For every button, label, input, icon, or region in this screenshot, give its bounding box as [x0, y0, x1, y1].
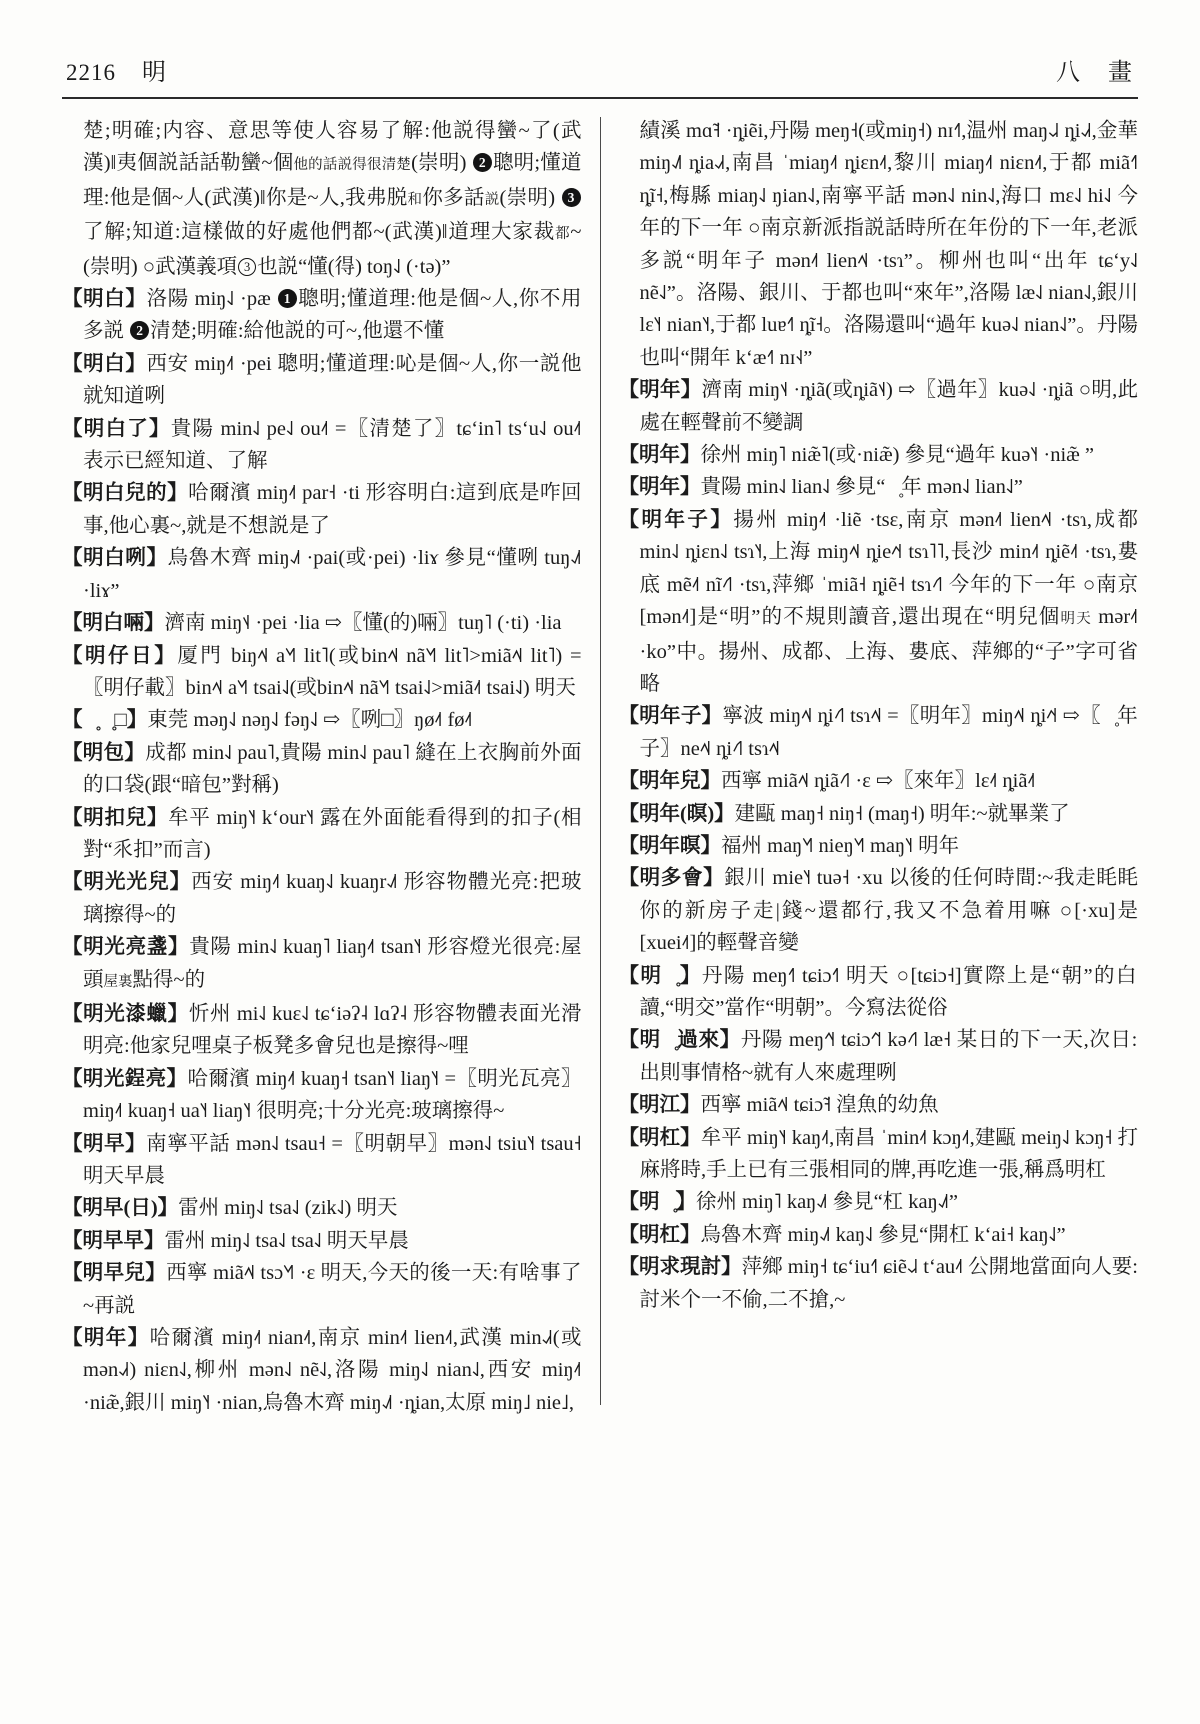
- two-column-body: [62, 115, 1138, 1419]
- dictionary-entry: [619, 765, 1139, 797]
- entry-headword: 【明江】: [618, 1094, 701, 1117]
- dictionary-entry: [62, 1192, 582, 1224]
- entry-headword: 【明白咧】: [62, 547, 168, 570]
- entry-text: 烏魯木齊 miŋ˨˩˦ kaŋ˨˩ 參見“開杠 kʻai˧ kaŋ˨˩”: [700, 1223, 1066, 1246]
- sense-number: 2: [130, 321, 149, 340]
- entry-text: 點得~的: [132, 968, 206, 991]
- entry-text: 西寧 miã˨˦˨ ȵiã˨˦˥ ·ɛ ⇨〖來年〗lɛ˨˦ ȵiã˨˦: [721, 770, 1036, 793]
- entry-text: 徐州 miŋ˥ niæ̃˥(或·niæ̃) 參見“過年 kuə˥˧ ·niæ̃ ”: [700, 444, 1095, 467]
- gloss-small-text: 他的話説得很清楚: [293, 157, 412, 174]
- entry-text: 忻州 mi˨˩ kuɛ˨˩ tɕʻiəʔ˨ lɑʔ˨ 形容物體表面光滑明亮:他家兒哩桌子板凳多會兒也是擦得~哩: [83, 1002, 582, 1058]
- entry-text: 也説“懂(得) toŋ˨˩ (·tə)”: [257, 255, 451, 278]
- entry-headword: 【明年子】: [618, 508, 734, 531]
- dictionary-entry: [62, 1322, 582, 1419]
- entry-headword: 【明年(暝)】: [618, 802, 735, 825]
- entry-text: 徐州 miŋ˥ kaŋ˨˩˦ 參見“杠 kaŋ˨˩˦”: [695, 1191, 958, 1214]
- entry-text: 洛陽 miŋ˨˩ ·pæ: [146, 288, 277, 311]
- dictionary-entry: [619, 1219, 1139, 1251]
- entry-text: 寧波 miŋ˨˦˨ ȵi˨˦˥ tsɿ˨˦˨ =〖明年〗miŋ˨˦˨ ȵi˨˦˧ ⇨〖念̥年子〗ne˨˦˨ ȵi˨˦˥ tsɿ˨˦˨: [639, 705, 1139, 760]
- column-right: [619, 115, 1139, 1419]
- entry-text: 楚;明確;内容、意思等使人容易了解:他説得蠻~了(武漢)‖夷個説話話勒蠻~個: [83, 120, 582, 175]
- gloss-small-text: 屋裏: [103, 973, 133, 990]
- entry-text: 哈爾濱 miŋ˨˦ par˧ ·ti 形容明白:這到底是咋回事,他心裏~,就是不想説是了: [83, 482, 582, 537]
- entry-text: 貴陽 min˨˩ pe˨˩ ou˨˦ =〖清楚了〗tɕʻin˥ tsʻu˨˩ ou˨˦ 表示已經知道、了解: [83, 417, 582, 473]
- entry-text: 哈爾濱 miŋ˨˦ nian˨˦,南京 min˨˦ lien˨˦,武漢 min˨˩˧(或 mən˨˩˧) niɛn˨˩,柳州 mən˨˩ nẽ˨˩,洛陽 miŋ˨˩ nian˨˩,西安 miŋ˨˦ ·niæ̃,銀川 miŋ˥˧ ·nian,烏魯木齊 miŋ˨˩˦ ·ȵian,太原 miŋ˩ nie˩,: [83, 1327, 582, 1414]
- entry-headword: 【明年】: [618, 444, 701, 467]
- dictionary-entry: [62, 704, 582, 736]
- gloss-small-text: 説: [484, 191, 500, 208]
- dictionary-entry: [619, 798, 1139, 830]
- entry-headword: 【明早】: [62, 1132, 147, 1155]
- dictionary-entry: [619, 1089, 1139, 1121]
- page-number: 2216: [66, 60, 116, 85]
- gloss-small-text: 和: [407, 191, 423, 208]
- entry-text: 萍鄉 miŋ˧ tɕʻiu˧˥ ɕiẽ˨˩˨ tʻau˨˦ 公開地當面向人要:討米个一不偷,二不搶,~: [639, 1256, 1138, 1311]
- page-header: [62, 52, 1138, 99]
- entry-text: 聰明;懂道理:他是個~人,你不用多説: [83, 288, 582, 343]
- entry-text: 了解;知道:這樣做的好處他們都~(武漢)‖道理大家裁: [83, 221, 556, 244]
- dictionary-entry: [62, 607, 582, 639]
- entry-headword: 【明交̥過來】: [618, 1029, 741, 1052]
- dictionary-entry: [619, 1251, 1139, 1316]
- entry-headword: 【明年兒】: [618, 770, 721, 793]
- dictionary-entry: [619, 504, 1139, 700]
- dictionary-entry: [619, 700, 1139, 765]
- sense-number: 1: [278, 289, 297, 308]
- entry-headword: 【明年】: [62, 1327, 150, 1350]
- dictionary-entry: [619, 1122, 1139, 1187]
- entry-text: 丹陽 meŋ˧˥˧ tɕiɔ˧˥˦ kə˨˦˥ læ˧ 某日的下一天,次日:出則事情格~就有人來處理咧: [639, 1029, 1138, 1084]
- dictionary-entry: [62, 1257, 582, 1322]
- entry-headword: 【明̥令̥□】: [62, 709, 148, 732]
- entry-text: 聰明;懂道理:他是個~人(武漢)‖你是~人,我弗脱: [83, 152, 582, 209]
- entry-text: 貴陽 min˨˩ lian˨˩ 參見“門̥年 mən˨˩ lian˨˩”: [700, 476, 1023, 499]
- entry-text: 揚州 miŋ˨˦ ·liẽ ·tsɛ,南京 mən˨˦ lien˨˦˨ ·tsɿ,成都 min˨˩ ȵiɛn˨˩ tsɿ˥˧,上海 miŋ˨˦˨ ȵie˨˦˧ tsɿ˥˥,長沙 min˨˦ ȵiẽ˨˦ ·tsɿ,婁底 mẽ˨˦ nĩ˨˦˥ ·tsɿ,萍鄉 ˈmiã˧ ȵiẽ˧ tsɿ˨˦˥ 今年的下一年 ○南京[mən˨˦]是“明”的不規則讀音,還出現在“明兒個: [639, 508, 1139, 629]
- entry-headword: 【明白啢】: [62, 612, 165, 635]
- entry-headword: 【明白】: [62, 352, 147, 375]
- entry-text: 牟平 miŋ˥˧ kʻour˥˧ 露在外面能看得到的扣子(相對“乑扣”而言): [83, 806, 582, 861]
- entry-text: 南寧平話 mən˨˩ tsau˧ =〖明朝早〗mən˨˩ tsiu˥˧ tsau˧ 明天早晨: [83, 1132, 582, 1187]
- dictionary-entry: [62, 1063, 582, 1128]
- entry-continuation: [62, 115, 582, 283]
- entry-text: 銀川 mie˥˧ tuə˧ ·xu 以後的任何時間:~我走眊眊你的新房子走|錢~還都行,我又不急着用嘛 ○[·xu]是[xuei˨˦]的輕聲音變: [639, 867, 1139, 955]
- entry-text: 清楚;明確:給他説的可~,他還不懂: [150, 320, 445, 343]
- entry-text: 哈爾濱 miŋ˨˦ kuaŋ˧ tsan˥˧ liaŋ˥˧ =〖明光瓦亮〗miŋ˨˦ kuaŋ˧ ua˥˧ liaŋ˥˧ 很明亮;十分光亮:玻璃擦得~: [83, 1067, 582, 1123]
- entry-headword: 【明包】: [62, 741, 146, 764]
- entry-continuation: [619, 115, 1139, 374]
- entry-headword: 【明白了】: [62, 417, 171, 440]
- dictionary-entry: [62, 931, 582, 998]
- dictionary-entry: [619, 960, 1139, 1025]
- entry-text: 濟南 miŋ˦˨ ·ȵiã(或ȵiã˦˨) ⇨〖過年〗kuə˨˩ ·ȵiã ○明,此處在輕聲前不變調: [639, 379, 1138, 434]
- entry-headword: 【明早(日)】: [62, 1197, 179, 1220]
- entry-headword: 【明杠̥】: [618, 1191, 696, 1214]
- dictionary-entry: [62, 348, 582, 413]
- column-divider: [600, 117, 601, 1405]
- dictionary-entry: [619, 830, 1139, 862]
- dictionary-entry: [619, 1024, 1139, 1089]
- entry-headword: 【明求現討】: [618, 1256, 742, 1279]
- dictionary-entry: [62, 998, 582, 1063]
- dictionary-entry: [62, 1225, 582, 1257]
- dictionary-entry: [619, 374, 1139, 439]
- entry-text: 牟平 miŋ˥˧ kaŋ˨˦,南昌 ˈmin˨˦ kɔŋ˨˦,建甌 meiŋ˨˩ kɔŋ˧ 打麻將時,手上已有三張相同的牌,再吃進一張,稱爲明杠: [639, 1126, 1138, 1181]
- page-headword: 明: [142, 60, 166, 86]
- entry-text: 貴陽 min˨˩ kuaŋ˥ liaŋ˨˦ tsan˥˧ 形容燈光很亮:屋頭: [83, 936, 582, 991]
- entry-headword: 【明多會】: [618, 867, 725, 890]
- entry-text: 建甌 maŋ˧ niŋ˧ (maŋ˧) 明年:~就畢業了: [734, 802, 1070, 825]
- page-header-left: [66, 52, 166, 87]
- entry-headword: 【明白】: [62, 288, 147, 311]
- entry-headword: 【明早兒】: [62, 1262, 167, 1285]
- entry-headword: 【明光亮盞】: [62, 936, 190, 959]
- sense-number: 3: [562, 188, 581, 207]
- entry-text: 福州 maŋ˥˧˥ nieŋ˥˧˥ maŋ˥˧ 明年: [721, 834, 960, 857]
- entry-headword: 【明年】: [618, 379, 702, 402]
- dictionary-entry: [619, 862, 1139, 959]
- dictionary-entry: [619, 1186, 1139, 1218]
- stroke-section-label: 八 畫: [1056, 60, 1134, 86]
- entry-headword: 【明光光兒】: [62, 871, 192, 894]
- dictionary-entry: [62, 413, 582, 478]
- entry-text: 雷州 miŋ˨˩ tsa˨˩ (zik˨˩) 明天: [178, 1197, 398, 1220]
- entry-text: 東莞 məŋ˨˩ nəŋ˨˩ fəŋ˨˩ ⇨〖咧□〗ŋø˨˦ fø˨˦: [147, 709, 473, 732]
- entry-text: 丹陽 meŋ˧˥ tɕiɔ˧˥ 明天 ○[tɕiɔ˧]實際上是“朝”的白讀,“明交”當作“明朝”。今寫法從俗: [639, 964, 1138, 1019]
- gloss-small-text: 都: [555, 226, 571, 243]
- entry-text: 績溪 mɑ̃˧ ·ȵiẽi,丹陽 meŋ˧(或miŋ˧) nɪ˧˥,温州 maŋ˨˩˨ ȵi˨˩˧,金華 miŋ˨˩˥ ȵia˨˩˧,南昌 ˈmiaŋ˨˦ ȵiɛn˨˦,黎川 miaŋ˨˦ niɛn˨˦,于都 miã˧˥ ȵĩ˧,梅縣 miaŋ˨˩ ŋian˨˩,南寧平話 mən˨˩ nin˨˩,海口 mɛ˨˩ hi˨˩ 今年的下一年 ○南京新派指説話時所在年份的下一年,老派多説“明年子 mən˨˦ lien˨˦˨ ·tsɿ”。柳州也叫“出年 tɕʻy˨˩ nẽ˨˩”。洛陽、銀川、于都也叫“來年”,洛陽 læ˨˩ nian˨˩,銀川 lɛ˥˧ nian˥˧,于都 luɐ˧˥ ȵĩ˧。洛陽還叫“過年 kuə˨˩ nian˨˩”。丹陽也叫“開年 kʻæ˧˥ nɪ˧˨”: [639, 120, 1138, 369]
- entry-headword: 【明杠】: [618, 1126, 701, 1149]
- entry-text: 雷州 miŋ˨˩ tsa˨˩ tsa˨˩ 明天早晨: [164, 1229, 409, 1252]
- dictionary-entry: [619, 471, 1139, 503]
- entry-headword: 【明光漆蠟】: [62, 1002, 189, 1025]
- entry-text: 西寧 miã˨˦˨ tɕiɔ̃˧ 湟魚的幼魚: [700, 1094, 939, 1117]
- entry-text: mər˨˦ ·ko”中。揚州、成都、上海、婁底、萍鄉的“子”字可省略: [639, 606, 1139, 695]
- dictionary-entry: [62, 802, 582, 867]
- entry-text: 厦門 biŋ˨˦˨ a˥˧˥ lit˥(或bin˨˦˨ nã˥˧˥ lit˥>miã˨˦˨ lit˥) =〖明仔載〗bin˨˦˨ a˥˧˥ tsai˨˩(或bin˨˦˨ nã˥˧˥ tsai˨˩>miã˨˦ tsai˨˩) 明天: [83, 644, 582, 699]
- entry-headword: 【明杠】: [618, 1223, 701, 1246]
- entry-text: 濟南 miŋ˦˨ ·pei ·lia ⇨〖懂(的)啢〗tuŋ˥ (·ti) ·lia: [164, 612, 562, 635]
- dictionary-entry: [62, 866, 582, 931]
- entry-headword: 【明扣兒】: [62, 806, 169, 829]
- entry-headword: 【明年】: [618, 476, 701, 499]
- entry-text: ~(崇明) ○武漢義項: [83, 221, 582, 278]
- entry-text: 西安 miŋ˨˦ kuaŋ˨˩ kuaŋr˨˩˦ 形容物體光亮:把玻璃擦得~的: [83, 871, 582, 926]
- dictionary-entry: [62, 737, 582, 802]
- entry-headword: 【明早早】: [62, 1229, 165, 1252]
- entry-text: 你多話: [422, 186, 485, 209]
- entry-text: (崇明): [499, 186, 561, 209]
- entry-text: (崇明): [411, 152, 472, 175]
- entry-headword: 【明仔日】: [62, 644, 178, 667]
- dictionary-entry: [62, 542, 582, 607]
- dictionary-entry: [62, 283, 582, 348]
- entry-headword: 【明白兒的】: [62, 482, 189, 505]
- column-left: [62, 115, 582, 1419]
- entry-text: 西安 miŋ˨˦ ·pei 聰明;懂道理:吣是個~人,你一説他就知道咧: [83, 352, 582, 408]
- entry-headword: 【明光鋥亮】: [62, 1067, 188, 1090]
- sense-number: 2: [473, 153, 492, 172]
- entry-text: 成都 min˨˩ pau˥,貴陽 min˨˩ pau˥ 縫在上衣胸前外面的口袋(跟“暗包”對稱): [83, 741, 582, 797]
- entry-headword: 【明年子】: [618, 705, 723, 728]
- entry-headword: 【明年暝】: [618, 834, 721, 857]
- sense-number-outline: 3: [238, 258, 256, 276]
- entry-text: 西寧 miã˨˦˨ tsɔ˥˧˥ ·ɛ 明天,今天的後一天:有啥事了~再説: [83, 1262, 582, 1317]
- dictionary-entry: [62, 477, 582, 542]
- entry-headword: 【明交̥】: [618, 964, 702, 987]
- entry-text: 烏魯木齊 miŋ˨˩˦ ·pai(或·pei) ·liɤ 參見“懂咧 tuŋ˨˩˦ ·liɤ”: [83, 547, 582, 602]
- dictionary-entry: [62, 1128, 582, 1193]
- dictionary-entry: [619, 439, 1139, 471]
- gloss-small-text: 明天: [1060, 611, 1092, 628]
- dictionary-entry: [62, 640, 582, 705]
